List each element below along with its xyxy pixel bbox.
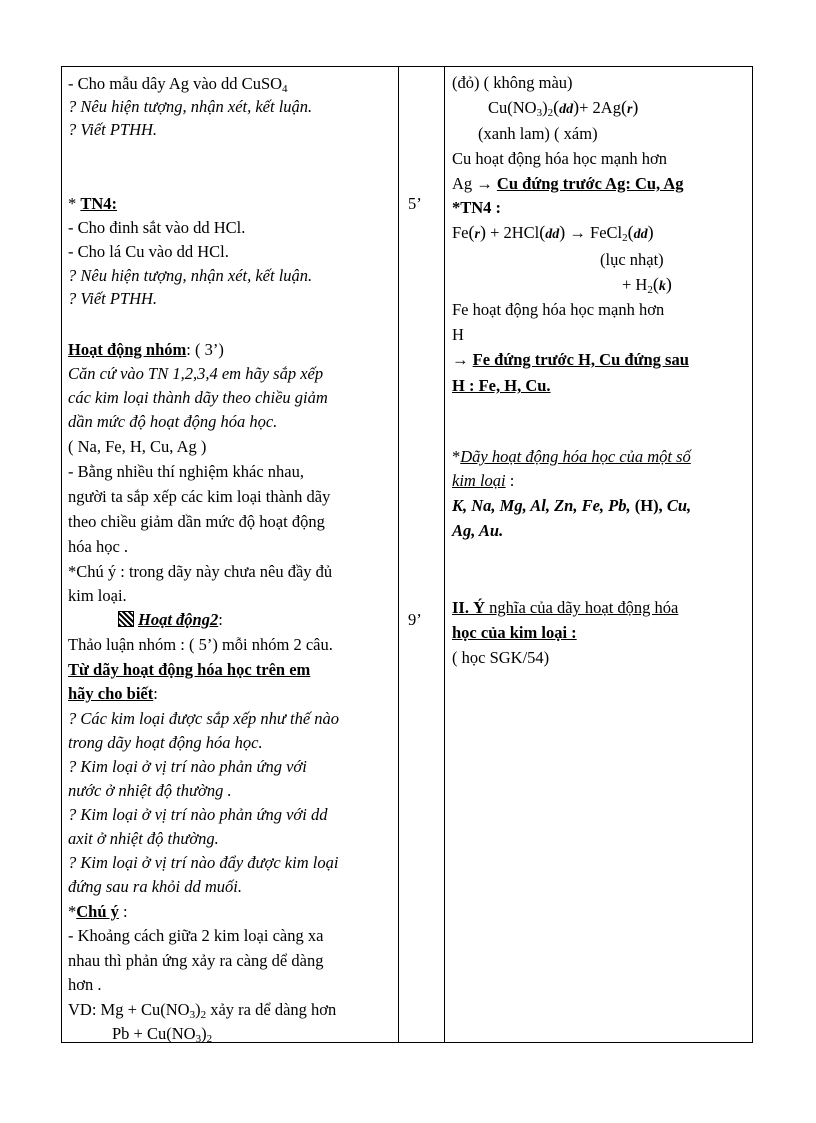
conclusion-line: H : Fe, H, Cu. <box>452 376 551 395</box>
equation-line: $Cu(NO_3)_2(dd)+ 2Ag(r)$ <box>488 97 639 119</box>
equation-line: + $H_2(k)$ <box>622 274 672 296</box>
question-line: ? Nêu hiện tượng, nhận xét, kết luận. <box>68 97 313 116</box>
activity-line: - Cho mẫu dây Ag vào dd CuSO$_4$ <box>68 74 288 95</box>
conclusion-line: → Fe đứng trước H, Cu đứng sau <box>452 350 689 369</box>
content-column <box>452 67 748 1042</box>
tn4-heading: * TN4: <box>68 194 118 213</box>
note-line: hơn . <box>68 975 102 994</box>
question-line: nước ở nhiệt độ thường . <box>68 781 232 800</box>
activities-column <box>68 67 398 1045</box>
metal-series: Ag, Au. <box>452 521 504 540</box>
tn4-heading-right: *TN4 : <box>452 198 502 217</box>
discussion-prompt: hãy cho biết: <box>68 684 158 703</box>
example-line: VD: $Mg + Cu(NO_3)_2$ xảy ra dể dàng hơn <box>68 1000 337 1021</box>
explanation-line: - Bằng nhiều thí nghiệm khác nhau, <box>68 462 304 481</box>
note-line: *Chú ý : trong dãy này chưa nêu đầy đủ <box>68 562 333 581</box>
content-line: Cu hoạt động hóa học mạnh hơn <box>452 149 667 168</box>
note-line: nhau thì phản ứng xảy ra càng dể dàng <box>68 951 324 970</box>
explanation-line: hóa học . <box>68 537 129 556</box>
series-heading: kim loại : <box>452 471 515 490</box>
time-label: 5’ <box>408 194 422 213</box>
activity-line: - Cho đinh sắt vào dd HCl. <box>68 218 246 237</box>
explanation-line: theo chiều giảm dần mức độ hoạt động <box>68 512 325 531</box>
column-divider <box>398 67 399 1042</box>
reference-line: ( học SGK/54) <box>452 648 550 667</box>
lesson-table <box>61 66 753 1043</box>
question-line: ? Kim loại ở vị trí nào đẩy được kim loại <box>68 853 339 872</box>
content-line: (lục nhạt) <box>600 250 664 269</box>
group-activity-heading: Hoạt động nhóm: ( 3’) <box>68 340 224 359</box>
question-line: axit ở nhiệt độ thường. <box>68 829 219 848</box>
content-line: H <box>452 325 464 344</box>
column-divider <box>444 67 445 1042</box>
activity-icon <box>118 611 134 627</box>
conclusion-line: Ag → Cu đứng trước Ag: Cu, Ag <box>452 174 684 193</box>
metal-series: K, Na, Mg, Al, Zn, Fe, Pb, (H), Cu, <box>452 496 692 515</box>
group-task-line: dần mức độ hoạt động hóa học. <box>68 412 278 431</box>
question-line: ? Viết PTHH. <box>68 289 158 308</box>
question-line: ? Kim loại ở vị trí nào phản ứng với <box>68 757 307 776</box>
content-line: Fe hoạt động hóa học mạnh hơn <box>452 300 665 319</box>
section-heading: học của kim loại : <box>452 623 577 642</box>
group-task-line: các kim loại thành dãy theo chiều giảm <box>68 388 328 407</box>
equation-line: Fe(r) + 2HCl(dd) → FeCl$_2$(dd) <box>452 222 654 244</box>
note-line: kim loại. <box>68 586 127 605</box>
content-line: (đỏ) ( không màu) <box>452 73 573 92</box>
question-line: ? Nêu hiện tượng, nhận xét, kết luận. <box>68 266 313 285</box>
content-line: (xanh lam) ( xám) <box>478 124 598 143</box>
explanation-line: người ta sắp xếp các kim loại thành dãy <box>68 487 331 506</box>
question-line: ? Viết PTHH. <box>68 120 158 139</box>
question-line: trong dãy hoạt động hóa học. <box>68 733 263 752</box>
group-task-line: ( Na, Fe, H, Cu, Ag ) <box>68 437 207 456</box>
note-heading: *Chú ý : <box>68 902 128 921</box>
question-line: đứng sau ra khỏi dd muối. <box>68 877 242 896</box>
activity2-heading: Hoạt động2: <box>118 609 223 631</box>
example-line: $Pb + Cu(NO_3)_2$ <box>112 1024 213 1045</box>
question-line: ? Kim loại ở vị trí nào phản ứng với dd <box>68 805 328 824</box>
discussion-prompt: Từ dãy hoạt động hóa học trên em <box>68 660 311 679</box>
series-heading: *Dãy hoạt động hóa học của một số <box>452 447 691 466</box>
time-label: 9’ <box>408 610 422 629</box>
activity-line: - Cho lá Cu vào dd HCl. <box>68 242 229 261</box>
group-task-line: Căn cứ vào TN 1,2,3,4 em hãy sắp xếp <box>68 364 324 383</box>
note-line: - Khoảng cách giữa 2 kim loại càng xa <box>68 926 324 945</box>
section-heading: II. Ý nghĩa của dãy hoạt động hóa <box>452 598 679 617</box>
question-line: ? Các kim loại được sắp xếp như thế nào <box>68 709 340 728</box>
discussion-line: Thảo luận nhóm : ( 5’) mỗi nhóm 2 câu. <box>68 635 333 654</box>
